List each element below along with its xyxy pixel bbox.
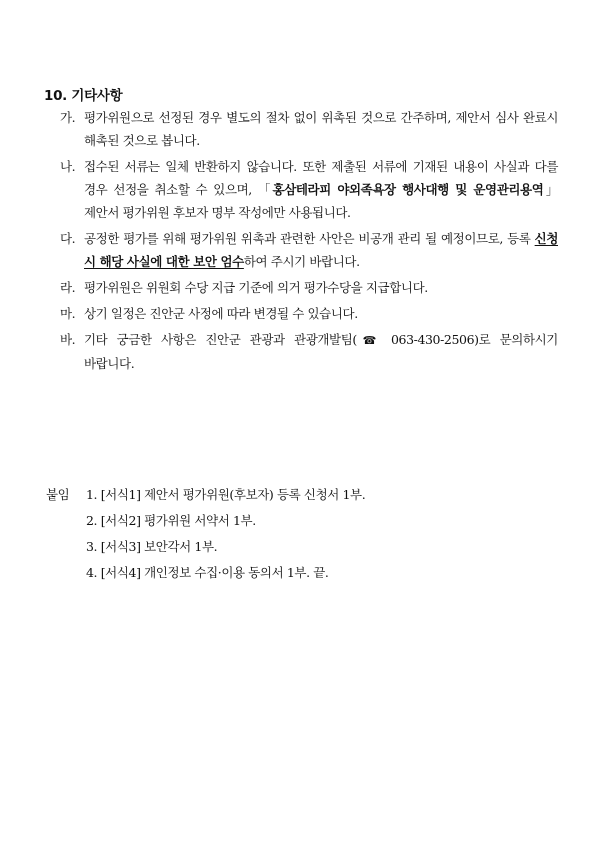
item-text-after: 하여 주시기 바랍니다.	[243, 254, 360, 269]
item-text-after: 063-430-2506)로 문의하시기 바랍니다.	[84, 332, 558, 371]
phone-icon: ☎	[356, 334, 382, 347]
list-item	[60, 328, 558, 375]
item-text-before: 접수된 서류는 일체 반환하지 않습니다. 또한 제출된 서류에 기재된 내용이 사실과 다를 경우 선정을 취소할 수 있으며, 「	[84, 159, 558, 197]
item-text-after: 」제안서 평가위원 후보자 명부 작성에만 사용됩니다.	[84, 182, 558, 220]
attachment-item: 4. [서식4] 개인정보 수집·이용 동의서 1부. 끝.	[86, 565, 329, 580]
list-item	[60, 227, 558, 273]
project-name: 홍삼테라피 야외족욕장 행사대행 및 운영관리용역	[272, 182, 544, 197]
item-text	[84, 328, 558, 375]
section-title: 10. 기타사항	[44, 88, 123, 104]
attachments-label: 붙임	[46, 487, 70, 502]
security-emphasis: 신청 시 해당 사실에 대한 보안 엄수	[84, 231, 558, 269]
item-marker: 다.	[60, 231, 76, 246]
attachment-item: 1. [서식1] 제안서 평가위원(후보자) 등록 신청서 1부.	[86, 487, 366, 502]
item-text	[84, 155, 558, 224]
item-marker: 바.	[60, 332, 76, 347]
attachments-list	[86, 482, 546, 586]
item-text: 평가위원으로 선정된 경우 별도의 절차 없이 위촉된 것으로 간주하며, 제안서 심사 완료시 해촉된 것으로 봅니다.	[84, 110, 558, 148]
item-marker: 나.	[60, 159, 76, 174]
attachment-item: 3. [서식3] 보안각서 1부.	[86, 539, 218, 554]
list-item	[60, 276, 558, 299]
list-item	[60, 106, 558, 152]
item-marker: 마.	[60, 306, 76, 321]
item-text	[84, 227, 558, 273]
attachment-item: 2. [서식2] 평가위원 서약서 1부.	[86, 513, 256, 528]
item-marker: 라.	[60, 280, 76, 295]
list-item	[60, 155, 558, 224]
item-text: 상기 일정은 진안군 사정에 따라 변경될 수 있습니다.	[84, 306, 358, 321]
item-marker: 가.	[60, 110, 76, 125]
item-text-before: 공정한 평가를 위해 평가위원 위촉과 관련한 사안은 비공개 관리 될 예정이므로, 등록	[84, 231, 535, 246]
item-text: 평가위원은 위원회 수당 지급 기준에 의거 평가수당을 지급합니다.	[84, 280, 428, 295]
notes-list	[60, 106, 558, 378]
list-item	[60, 302, 558, 325]
item-text-before: 기타 궁금한 사항은 진안군 관광과 관광개발팀(	[84, 332, 357, 347]
